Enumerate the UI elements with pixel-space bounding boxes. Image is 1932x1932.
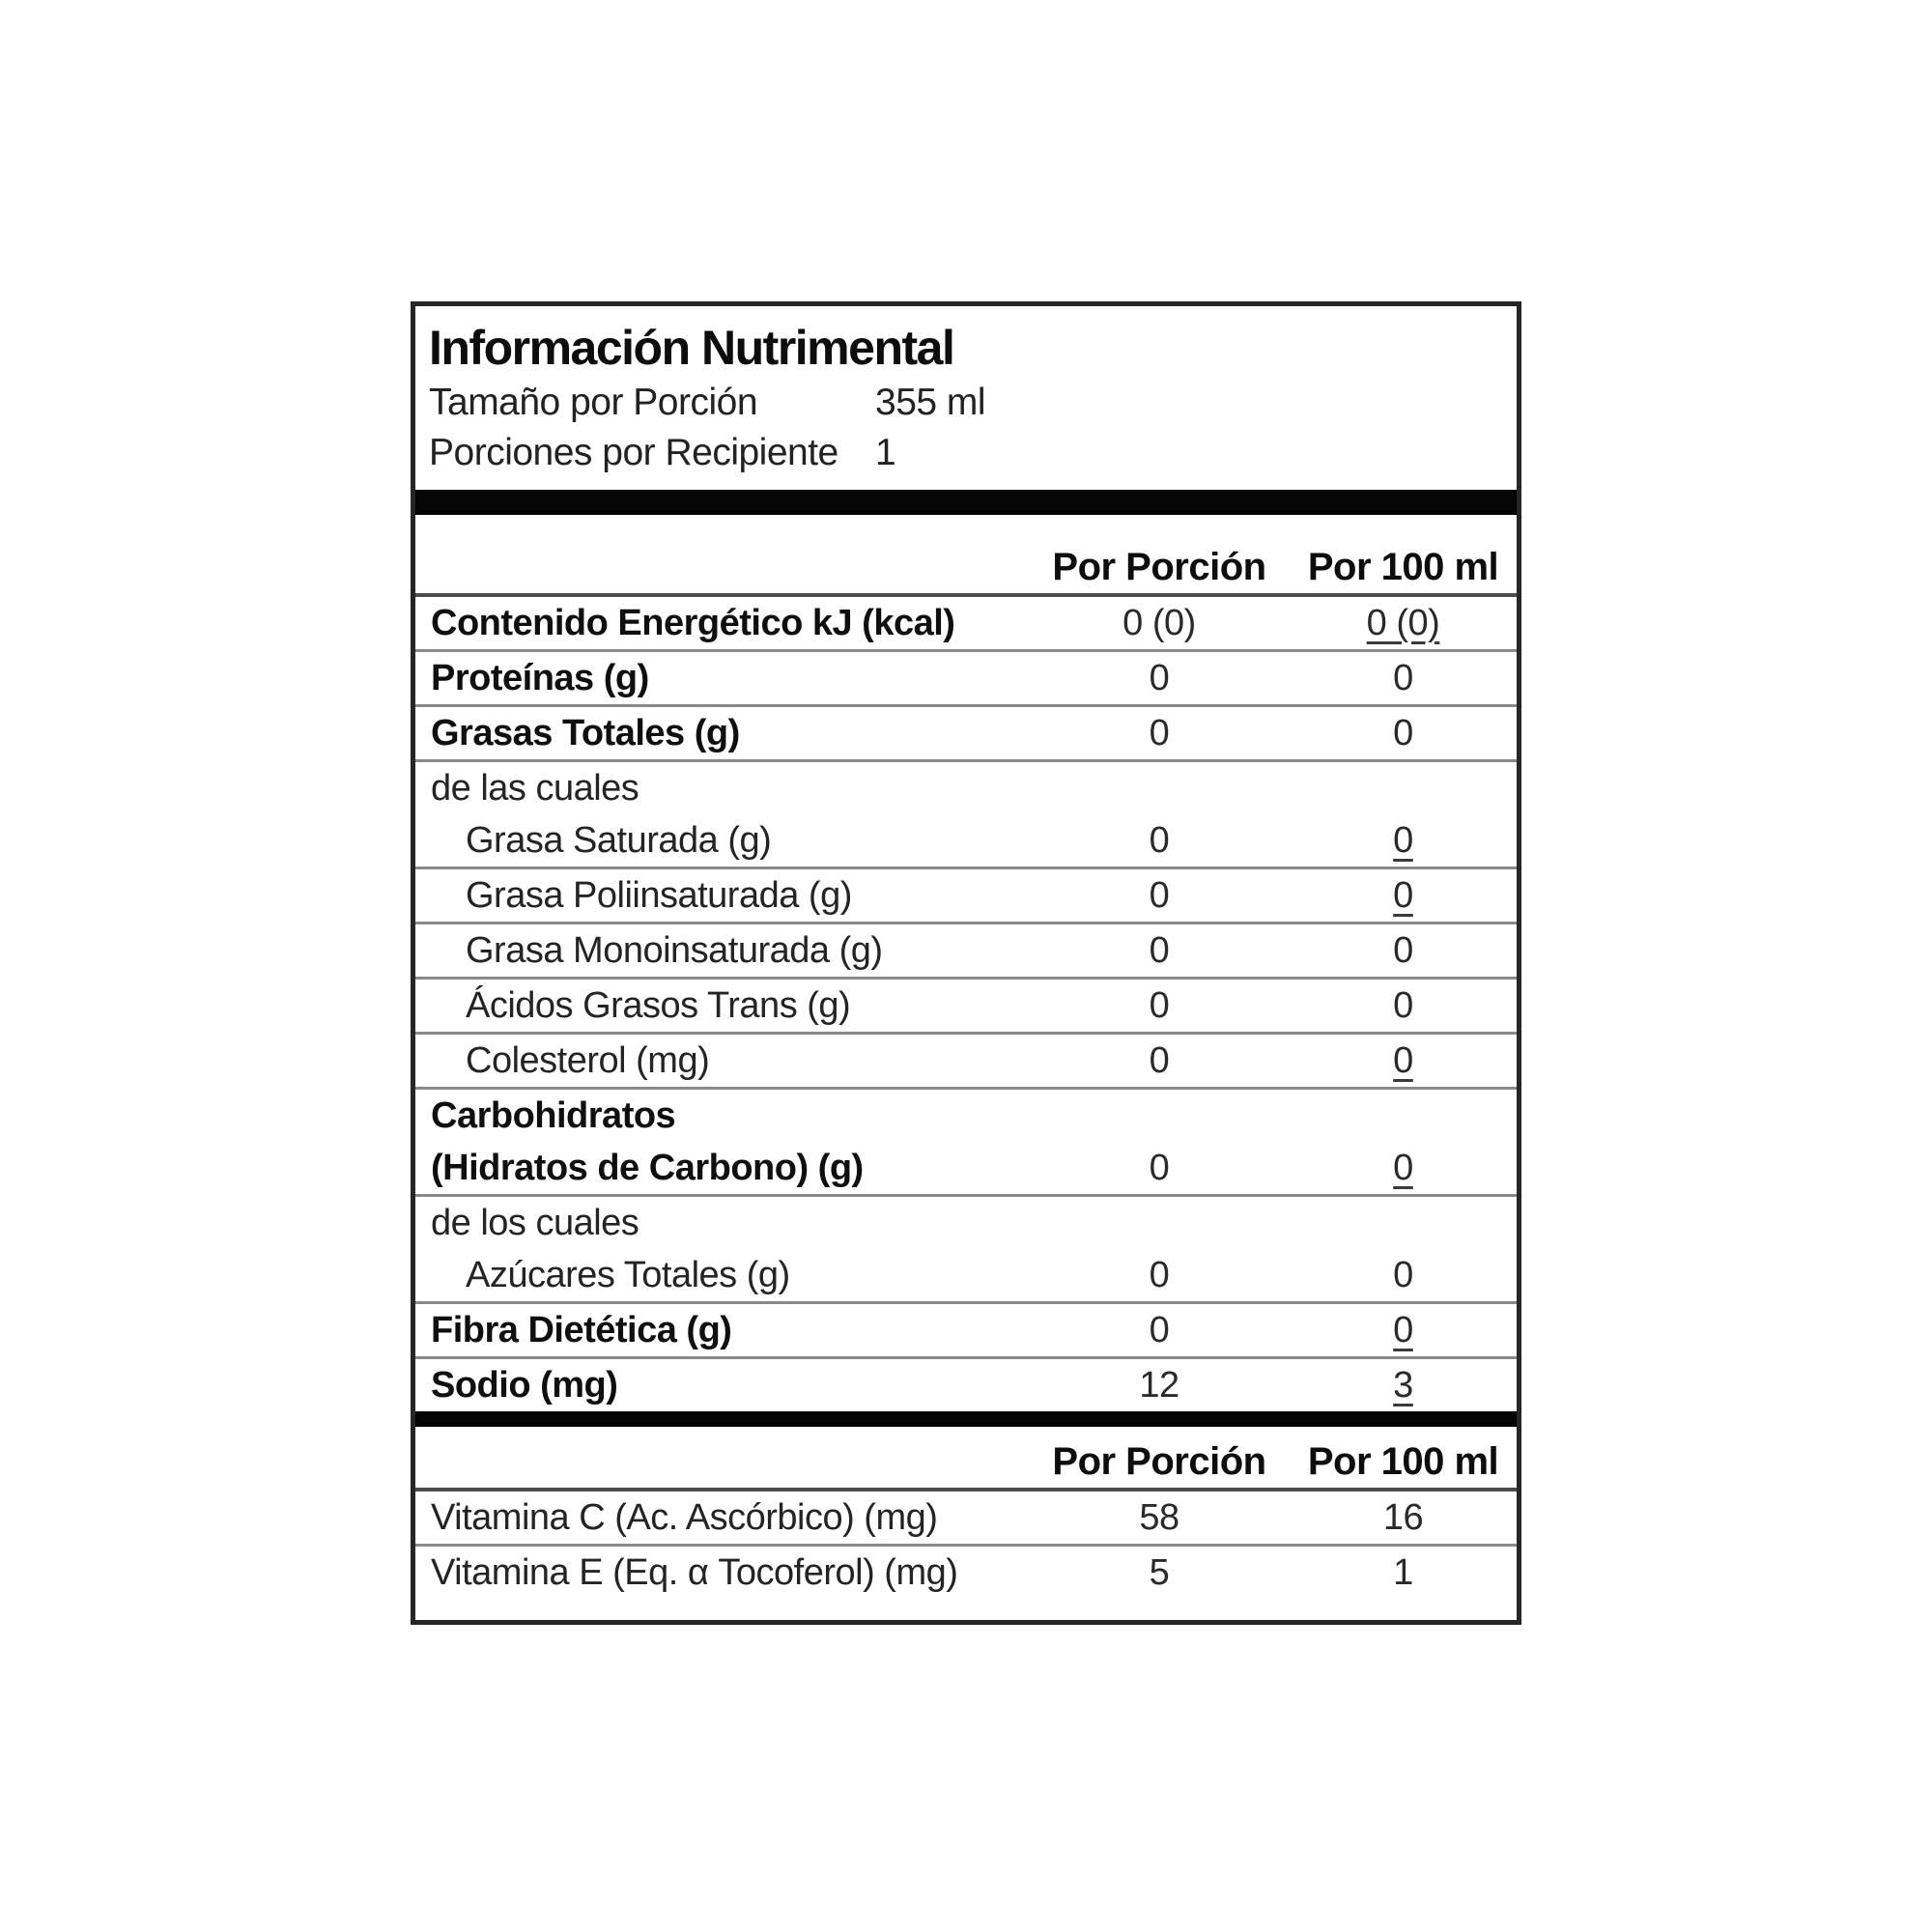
servings-per-container-label: Porciones por Recipiente [429,432,838,473]
per-100ml-value: 0 [1393,985,1413,1026]
nutrient-row [415,1304,1517,1359]
per-100ml-value: 3 [1393,1365,1413,1406]
nutrient-label: Grasas Totales (g) [431,713,740,753]
serving-size-label: Tamaño por Porción [429,382,758,423]
nutrient-row [415,1090,1517,1142]
nutrient-label: Ácidos Grasos Trans (g) [466,985,851,1026]
main-nutrient-rows [415,597,1517,1411]
nutrient-label: de las cuales [431,768,639,809]
per-serving-value: 0 [1149,875,1170,916]
per-100ml-value: 0 [1393,1310,1413,1350]
nutrient-row [415,1547,1517,1599]
nutrient-label: Sodio (mg) [431,1365,618,1406]
per-serving-value: 12 [1139,1365,1179,1406]
per-100ml-column-header: Por 100 ml [1307,1440,1499,1483]
nutrient-label: Fibra Dietética (g) [431,1310,732,1350]
nutrient-label: Grasa Saturada (g) [466,820,772,861]
per-serving-value: 0 [1149,820,1170,861]
per-serving-value: 0 [1149,658,1170,698]
nutrient-label: Grasa Monoinsaturada (g) [466,930,883,971]
nutrition-label-box [411,301,1521,1625]
per-100ml-column-header: Por 100 ml [1307,546,1499,588]
nutrient-row [415,1035,1517,1090]
per-serving-value: 0 [1149,930,1170,971]
vitamin-rows [415,1492,1517,1599]
nutrient-label: Vitamina C (Ac. Ascórbico) (mg) [431,1497,938,1538]
per-100ml-value: 0 [1393,1255,1413,1295]
per-100ml-value: 0 (0) [1366,603,1440,643]
per-100ml-value: 0 [1393,713,1413,753]
per-100ml-value: 16 [1382,1497,1424,1538]
nutrient-label: Grasa Poliinsaturada (g) [466,875,852,916]
vitamin-column-header-row [415,1427,1517,1492]
per-serving-value: 58 [1139,1497,1179,1538]
spacer [415,1599,1517,1620]
nutrient-row [415,1359,1517,1411]
per-100ml-value: 0 [1393,658,1413,698]
serving-size-value: 355 ml [875,382,986,423]
per-100ml-value: 0 [1393,930,1413,971]
per-serving-column-header: Por Porción [1052,546,1266,588]
per-serving-value: 0 [1149,1255,1170,1295]
nutrient-label: Contenido Energético kJ (kcal) [431,603,955,643]
nutrient-label: Carbohidratos [431,1095,676,1136]
nutrient-row [415,652,1517,707]
serving-size-row [415,378,1517,428]
nutrient-row [415,924,1517,980]
per-serving-value: 0 [1149,1310,1170,1350]
nutrient-row [415,1142,1517,1197]
per-100ml-value: 0 [1393,820,1413,861]
per-100ml-value: 0 [1393,1148,1413,1188]
thick-divider-bar [415,1411,1517,1427]
column-header-row [415,532,1517,597]
servings-per-container-row [415,428,1517,478]
nutrient-row [415,1249,1517,1304]
nutrient-row [415,814,1517,869]
nutrient-label: Vitamina E (Eq. α Tocoferol) (mg) [431,1552,958,1593]
per-serving-value: 0 (0) [1122,603,1196,643]
nutrient-row [415,1492,1517,1547]
label-header-section [415,306,1517,490]
per-100ml-value: 0 [1393,1040,1413,1081]
nutrient-label: (Hidratos de Carbono) (g) [431,1148,864,1188]
per-serving-value: 0 [1149,1040,1170,1081]
per-100ml-value: 0 [1393,875,1413,916]
nutrient-label: Colesterol (mg) [466,1040,710,1081]
per-100ml-value: 1 [1393,1552,1413,1593]
thick-divider-bar [415,490,1517,515]
servings-per-container-value: 1 [875,432,896,473]
nutrient-row [415,707,1517,762]
per-serving-value: 0 [1149,713,1170,753]
nutrient-row [415,980,1517,1035]
spacer [415,515,1517,532]
nutrient-row [415,869,1517,924]
nutrient-row [415,597,1517,652]
nutrient-row [415,1197,1517,1249]
per-serving-value: 5 [1149,1552,1170,1593]
nutrient-label: Proteínas (g) [431,658,649,698]
nutrient-label: de los cuales [431,1203,639,1243]
label-title: Información Nutrimental [429,321,954,375]
per-serving-value: 0 [1149,1148,1170,1188]
nutrient-label: Azúcares Totales (g) [466,1255,790,1295]
nutrient-row [415,762,1517,814]
per-serving-column-header: Por Porción [1052,1440,1266,1483]
per-serving-value: 0 [1149,985,1170,1026]
